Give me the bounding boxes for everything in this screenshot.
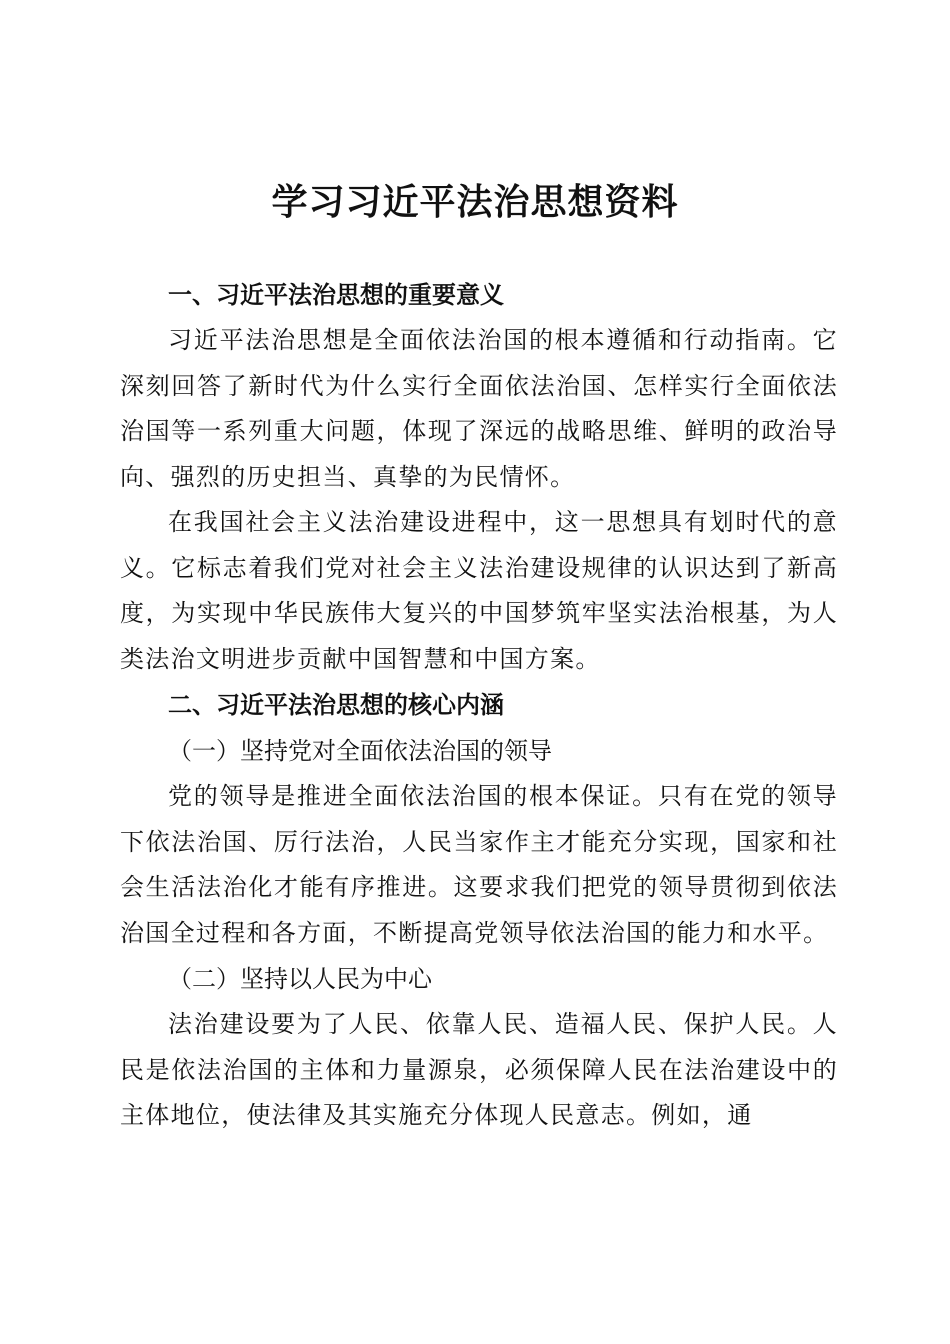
document-body <box>120 272 838 1139</box>
subsection-1-heading: （一）坚持党对全面依法治国的领导 <box>168 737 552 765</box>
document-title: 学习习近平法治思想资料 <box>271 181 679 223</box>
subsection-2-heading: （二）坚持以人民为中心 <box>168 965 432 993</box>
section-1-paragraph-1: 习近平法治思想是全面依法治国的根本遵循和行动指南。它深刻回答了新时代为什么实行全面依法治国、怎样实行全面依法治国等一系列重大问题，体现了深远的战略思维、鲜明的政治导向、强烈的历史担当、真挚的为民情怀。 <box>120 326 838 491</box>
subsection-1-paragraph: 党的领导是推进全面依法治国的根本保证。只有在党的领导下依法治国、厉行法治，人民当家作主才能充分实现，国家和社会生活法治化才能有序推进。这要求我们把党的领导贯彻到依法治国全过程和各方面，不断提高党领导依法治国的能力和水平。 <box>120 782 838 947</box>
subsection-2-paragraph: 法治建设要为了人民、依靠人民、造福人民、保护人民。人民是依法治国的主体和力量源泉，必须保障人民在法治建设中的主体地位，使法律及其实施充分体现人民意志。例如，通 <box>120 1010 838 1129</box>
section-1-paragraph-2: 在我国社会主义法治建设进程中，这一思想具有划时代的意义。它标志着我们党对社会主义法治建设规律的认识达到了新高度，为实现中华民族伟大复兴的中国梦筑牢坚实法治根基，为人类法治文明进步贡献中国智慧和中国方案。 <box>120 508 838 673</box>
section-1-heading: 一、习近平法治思想的重要意义 <box>168 281 504 309</box>
section-2-heading: 二、习近平法治思想的核心内涵 <box>168 691 504 719</box>
